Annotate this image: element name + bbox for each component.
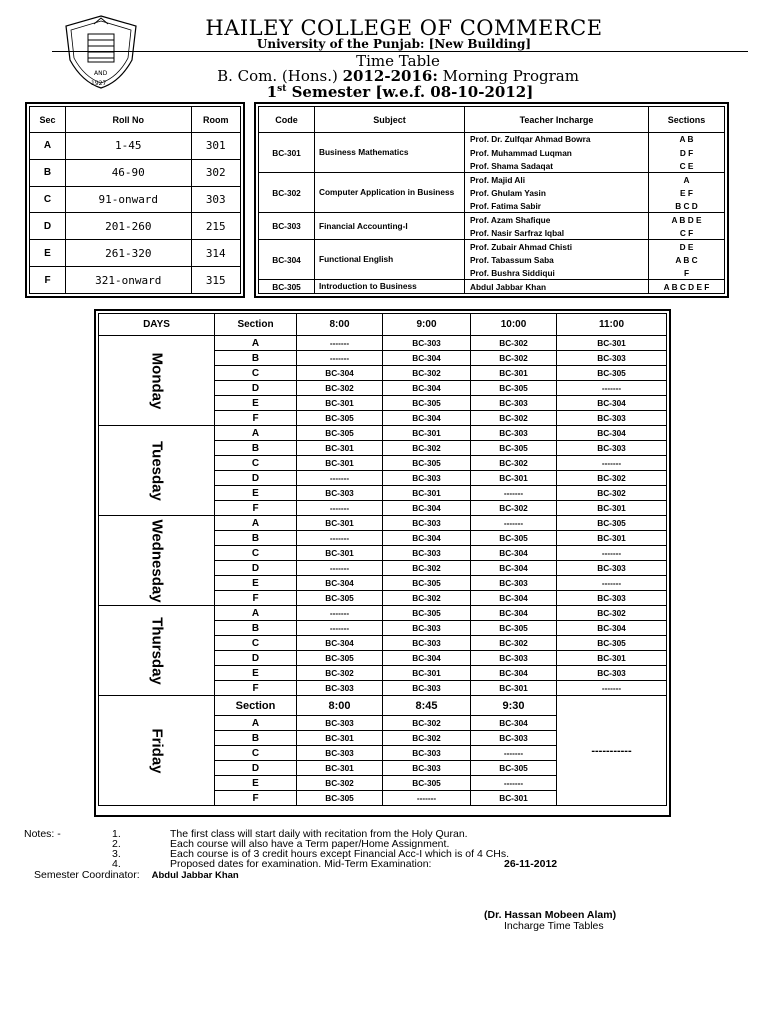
class-slot: BC-301 xyxy=(557,501,667,516)
friday-header-cell: 8:45 xyxy=(383,696,471,716)
timetable-frame xyxy=(94,309,671,817)
class-slot: BC-303 xyxy=(557,411,667,426)
note-text: Proposed dates for examination. Mid-Term Examination: xyxy=(170,858,432,870)
coordinator-label: Semester Coordinator: xyxy=(34,869,140,881)
class-slot: BC-304 xyxy=(471,546,557,561)
section-label: F xyxy=(215,411,297,426)
timetable-row xyxy=(99,516,667,531)
timetable-row xyxy=(99,606,667,621)
timetable-header-cell: 11:00 xyxy=(557,314,667,336)
class-slot: BC-302 xyxy=(471,336,557,351)
semester-coordinator xyxy=(34,869,239,881)
courses-table-frame xyxy=(254,102,729,298)
section-row xyxy=(30,267,241,294)
day-label xyxy=(99,696,215,806)
section-label: F xyxy=(215,791,297,806)
day-name: Wednesday xyxy=(148,518,165,603)
class-slot: BC-301 xyxy=(297,546,383,561)
note-number: 4. xyxy=(112,858,121,870)
class-slot: BC-302 xyxy=(383,561,471,576)
class-slot: ------- xyxy=(297,606,383,621)
class-slot: BC-302 xyxy=(557,471,667,486)
college-name: HAILEY COLLEGE OF COMMERCE xyxy=(205,16,603,40)
course-row xyxy=(259,240,725,253)
class-slot: BC-302 xyxy=(471,411,557,426)
section-label: C xyxy=(215,636,297,651)
class-slot: BC-303 xyxy=(383,681,471,696)
class-slot: BC-302 xyxy=(383,591,471,606)
note-number: 2. xyxy=(112,838,121,850)
class-slot: BC-301 xyxy=(471,791,557,806)
class-slot: BC-303 xyxy=(297,681,383,696)
section-label: B xyxy=(215,441,297,456)
day-label xyxy=(99,516,215,606)
class-slot: BC-302 xyxy=(297,666,383,681)
class-slot: BC-302 xyxy=(471,501,557,516)
class-slot: ------- xyxy=(297,471,383,486)
day-name: Monday xyxy=(148,352,165,409)
class-slot: BC-303 xyxy=(471,651,557,666)
class-slot: BC-303 xyxy=(383,761,471,776)
teacher-sections: A B xyxy=(649,133,725,146)
class-slot: BC-305 xyxy=(297,651,383,666)
class-slot: BC-303 xyxy=(557,561,667,576)
section-label: C xyxy=(215,546,297,561)
roll-range: 46-90 xyxy=(66,159,192,186)
class-slot: BC-305 xyxy=(383,576,471,591)
section-label: A xyxy=(215,516,297,531)
class-slot: BC-301 xyxy=(471,366,557,381)
class-slot: BC-305 xyxy=(471,621,557,636)
class-slot: BC-304 xyxy=(471,606,557,621)
class-slot: BC-302 xyxy=(383,716,471,731)
class-slot: BC-304 xyxy=(557,621,667,636)
section-label: E xyxy=(215,576,297,591)
class-slot: BC-302 xyxy=(383,731,471,746)
section-letter: B xyxy=(30,159,66,186)
section-label: E xyxy=(215,776,297,791)
room-number: 315 xyxy=(191,267,240,294)
section-label: B xyxy=(215,351,297,366)
class-slot: BC-301 xyxy=(557,531,667,546)
section-row xyxy=(30,133,241,160)
class-slot: BC-304 xyxy=(471,561,557,576)
semester-sup: st xyxy=(277,84,287,94)
teacher-name: Prof. Ghulam Yasin xyxy=(465,186,649,199)
roll-range: 91-onward xyxy=(66,186,192,213)
roll-range: 321-onward xyxy=(66,267,192,294)
courses-header-cell: Code xyxy=(259,107,315,133)
teacher-name: Prof. Zubair Ahmad Chisti xyxy=(465,240,649,253)
class-slot: BC-305 xyxy=(383,776,471,791)
note-number: 3. xyxy=(112,848,121,860)
program-suffix: Morning Program xyxy=(437,67,579,85)
class-slot: BC-304 xyxy=(471,666,557,681)
room-number: 314 xyxy=(191,240,240,267)
section-label: D xyxy=(215,561,297,576)
section-letter: E xyxy=(30,240,66,267)
class-slot: BC-302 xyxy=(383,441,471,456)
semester-line xyxy=(16,83,768,101)
day-label xyxy=(99,426,215,516)
notes-block xyxy=(20,829,760,869)
friday-header-cell: 8:00 xyxy=(297,696,383,716)
coordinator-name: Abdul Jabbar Khan xyxy=(151,870,239,881)
class-slot: ------- xyxy=(471,746,557,761)
teacher-sections: A B D E xyxy=(649,213,725,226)
note-number: 1. xyxy=(112,828,121,840)
day-label xyxy=(99,606,215,696)
class-slot: BC-301 xyxy=(471,681,557,696)
section-row xyxy=(30,159,241,186)
section-label: D xyxy=(215,761,297,776)
class-slot: BC-302 xyxy=(471,351,557,366)
roll-range: 201-260 xyxy=(66,213,192,240)
class-slot: ------- xyxy=(557,381,667,396)
teacher-sections: E F xyxy=(649,186,725,199)
class-slot: BC-304 xyxy=(383,411,471,426)
friday-header-row xyxy=(99,696,667,716)
class-slot: BC-303 xyxy=(471,731,557,746)
sections-table-frame xyxy=(25,102,245,298)
class-slot: BC-304 xyxy=(297,576,383,591)
class-slot: BC-303 xyxy=(383,546,471,561)
class-slot: BC-303 xyxy=(383,516,471,531)
course-code: BC-302 xyxy=(259,173,315,213)
course-row xyxy=(259,173,725,186)
section-label: E xyxy=(215,666,297,681)
class-slot: BC-303 xyxy=(557,666,667,681)
courses-table xyxy=(258,106,725,294)
course-subject: Computer Application in Business xyxy=(315,173,465,213)
courses-header-cell: Sections xyxy=(649,107,725,133)
class-slot: BC-301 xyxy=(297,396,383,411)
class-slot: ------- xyxy=(297,621,383,636)
class-slot: BC-301 xyxy=(383,486,471,501)
room-number: 302 xyxy=(191,159,240,186)
section-label: A xyxy=(215,336,297,351)
semester-rest: Semester [w.e.f. 08-10-2012] xyxy=(286,83,534,101)
course-subject: Business Mathematics xyxy=(315,133,465,173)
course-code: BC-304 xyxy=(259,240,315,280)
teacher-sections: A B C D E F xyxy=(649,280,725,294)
day-name: Friday xyxy=(148,727,165,774)
course-subject: Introduction to Business xyxy=(315,280,465,294)
class-slot: BC-303 xyxy=(471,396,557,411)
notes-label: Notes: - xyxy=(24,828,61,840)
timetable-header-cell: 8:00 xyxy=(297,314,383,336)
class-slot: ------- xyxy=(383,791,471,806)
section-label: D xyxy=(215,381,297,396)
class-slot: BC-301 xyxy=(297,456,383,471)
class-slot: BC-303 xyxy=(297,716,383,731)
class-slot: BC-304 xyxy=(557,396,667,411)
teacher-name: Prof. Tabassum Saba xyxy=(465,253,649,266)
class-slot: ------- xyxy=(557,456,667,471)
class-slot: BC-301 xyxy=(297,516,383,531)
class-slot: BC-304 xyxy=(557,426,667,441)
teacher-sections: A B C xyxy=(649,253,725,266)
sections-header-cell: Room xyxy=(191,107,240,133)
class-slot: ------- xyxy=(557,681,667,696)
timetable-header-cell: Section xyxy=(215,314,297,336)
section-label: C xyxy=(215,456,297,471)
class-slot: BC-301 xyxy=(557,336,667,351)
class-slot: BC-303 xyxy=(383,471,471,486)
section-label: E xyxy=(215,396,297,411)
teacher-name: Prof. Fatima Sabir xyxy=(465,200,649,213)
room-number: 303 xyxy=(191,186,240,213)
teacher-name: Prof. Nasir Sarfraz Iqbal xyxy=(465,226,649,239)
class-slot: BC-302 xyxy=(557,486,667,501)
course-code: BC-303 xyxy=(259,213,315,240)
note-text: Each course is of 3 credit hours except Financial Acc-I which is of 4 CHs. xyxy=(170,848,510,860)
class-slot: BC-305 xyxy=(297,426,383,441)
timetable-row xyxy=(99,336,667,351)
day-name: Thursday xyxy=(148,616,165,685)
class-slot: BC-303 xyxy=(297,746,383,761)
class-slot: BC-305 xyxy=(297,591,383,606)
teacher-sections: C E xyxy=(649,159,725,172)
class-slot: BC-305 xyxy=(557,636,667,651)
class-slot: BC-301 xyxy=(383,426,471,441)
class-slot: ------- xyxy=(297,351,383,366)
class-slot: BC-304 xyxy=(383,381,471,396)
class-slot: BC-304 xyxy=(383,501,471,516)
class-slot: BC-304 xyxy=(471,591,557,606)
class-slot: BC-303 xyxy=(557,351,667,366)
class-slot: BC-303 xyxy=(297,486,383,501)
class-slot: BC-301 xyxy=(297,731,383,746)
class-slot: BC-301 xyxy=(383,666,471,681)
timetable-header-cell: 9:00 xyxy=(383,314,471,336)
section-label: A xyxy=(215,426,297,441)
teacher-sections: D F xyxy=(649,146,725,159)
room-number: 215 xyxy=(191,213,240,240)
class-slot: BC-302 xyxy=(383,366,471,381)
friday-header-cell: Section xyxy=(215,696,297,716)
section-label: E xyxy=(215,486,297,501)
day-name: Tuesday xyxy=(148,440,165,501)
class-slot: ------- xyxy=(471,486,557,501)
roll-range: 261-320 xyxy=(66,240,192,267)
roll-range: 1-45 xyxy=(66,133,192,160)
class-slot: ------- xyxy=(297,501,383,516)
section-letter: D xyxy=(30,213,66,240)
section-row xyxy=(30,240,241,267)
class-slot: BC-303 xyxy=(383,621,471,636)
class-slot: BC-305 xyxy=(471,441,557,456)
class-slot: BC-305 xyxy=(383,396,471,411)
class-slot: BC-305 xyxy=(297,791,383,806)
teacher-sections: A xyxy=(649,173,725,186)
class-slot: ------- xyxy=(297,531,383,546)
class-slot: BC-303 xyxy=(557,591,667,606)
class-slot: BC-303 xyxy=(383,336,471,351)
section-label: B xyxy=(215,731,297,746)
teacher-sections: F xyxy=(649,267,725,280)
signatory-name: (Dr. Hassan Mobeen Alam) xyxy=(484,909,617,921)
class-slot: BC-303 xyxy=(557,441,667,456)
class-slot: ------- xyxy=(471,776,557,791)
class-slot: BC-305 xyxy=(383,456,471,471)
class-slot: BC-304 xyxy=(383,651,471,666)
sections-header-cell: Sec xyxy=(30,107,66,133)
section-label: F xyxy=(215,591,297,606)
class-slot: BC-302 xyxy=(557,606,667,621)
university-name: University of the Punjab: [New Building] xyxy=(256,37,532,51)
class-slot: BC-304 xyxy=(297,366,383,381)
course-row xyxy=(259,213,725,226)
friday-header-cell: 9:30 xyxy=(471,696,557,716)
note-text: The first class will start daily with recitation from the Holy Quran. xyxy=(170,828,468,840)
program-prefix: B. Com. (Hons.) xyxy=(217,67,343,85)
section-label: D xyxy=(215,651,297,666)
course-row xyxy=(259,280,725,294)
teacher-name: Prof. Muhammad Luqman xyxy=(465,146,649,159)
courses-header-cell: Subject xyxy=(315,107,465,133)
section-letter: A xyxy=(30,133,66,160)
section-label: B xyxy=(215,531,297,546)
class-slot: BC-303 xyxy=(471,576,557,591)
section-label: A xyxy=(215,606,297,621)
course-subject: Financial Accounting-I xyxy=(315,213,465,240)
class-slot: BC-303 xyxy=(471,426,557,441)
timetable-row xyxy=(99,426,667,441)
timetable-header-cell: 10:00 xyxy=(471,314,557,336)
note-text: Each course will also have a Term paper/Home Assignment. xyxy=(170,838,450,850)
class-slot: BC-301 xyxy=(297,761,383,776)
teacher-sections: D E xyxy=(649,240,725,253)
section-label: C xyxy=(215,366,297,381)
teacher-sections: C F xyxy=(649,226,725,239)
class-slot: BC-302 xyxy=(297,776,383,791)
class-slot: BC-301 xyxy=(557,651,667,666)
section-label: D xyxy=(215,471,297,486)
class-slot: BC-305 xyxy=(471,761,557,776)
section-label: F xyxy=(215,501,297,516)
class-slot: BC-305 xyxy=(557,366,667,381)
class-slot: BC-305 xyxy=(471,381,557,396)
class-slot: BC-304 xyxy=(471,716,557,731)
class-slot: BC-304 xyxy=(297,636,383,651)
teacher-name: Prof. Shama Sadaqat xyxy=(465,159,649,172)
midterm-date: 26-11-2012 xyxy=(504,858,558,870)
teacher-name: Prof. Majid Ali xyxy=(465,173,649,186)
class-slot: BC-302 xyxy=(471,456,557,471)
class-slot: ------- xyxy=(557,546,667,561)
class-slot: ------- xyxy=(297,561,383,576)
class-slot: BC-305 xyxy=(471,531,557,546)
teacher-name: Prof. Bushra Siddiqui xyxy=(465,267,649,280)
section-letter: C xyxy=(30,186,66,213)
class-slot: BC-302 xyxy=(297,381,383,396)
course-row xyxy=(259,133,725,146)
signatory-title: Incharge Time Tables xyxy=(504,920,604,932)
teacher-name: Abdul Jabbar Khan xyxy=(465,280,649,294)
class-slot: ------- xyxy=(297,336,383,351)
course-code: BC-301 xyxy=(259,133,315,173)
teacher-sections: B C D xyxy=(649,200,725,213)
crest-motto: AND xyxy=(94,70,108,77)
timetable xyxy=(98,313,667,806)
class-slot: BC-303 xyxy=(383,636,471,651)
teacher-name: Prof. Azam Shafique xyxy=(465,213,649,226)
class-slot: BC-304 xyxy=(383,351,471,366)
class-slot: ------- xyxy=(557,576,667,591)
class-slot: BC-303 xyxy=(383,746,471,761)
class-slot: ------- xyxy=(471,516,557,531)
doc-title: Time Table xyxy=(356,52,440,70)
section-label: F xyxy=(215,681,297,696)
section-letter: F xyxy=(30,267,66,294)
class-slot: BC-305 xyxy=(383,606,471,621)
sections-table xyxy=(29,106,241,294)
course-subject: Functional English xyxy=(315,240,465,280)
friday-merged-cell: ----------- xyxy=(557,696,667,806)
section-row xyxy=(30,213,241,240)
semester-num: 1 xyxy=(266,83,278,101)
program-years: 2012-2016: xyxy=(342,67,438,85)
class-slot: BC-305 xyxy=(557,516,667,531)
course-code: BC-305 xyxy=(259,280,315,294)
class-slot: BC-305 xyxy=(297,411,383,426)
courses-header-cell: Teacher Incharge xyxy=(465,107,649,133)
section-label: B xyxy=(215,621,297,636)
room-number: 301 xyxy=(191,133,240,160)
timetable-header-cell: DAYS xyxy=(99,314,215,336)
class-slot: BC-301 xyxy=(471,471,557,486)
section-label: A xyxy=(215,716,297,731)
crest-year: 1927 xyxy=(91,80,107,87)
sections-header-cell: Roll No xyxy=(66,107,192,133)
section-label: C xyxy=(215,746,297,761)
class-slot: BC-304 xyxy=(383,531,471,546)
class-slot: BC-302 xyxy=(471,636,557,651)
section-row xyxy=(30,186,241,213)
class-slot: BC-301 xyxy=(297,441,383,456)
day-label xyxy=(99,336,215,426)
teacher-name: Prof. Dr. Zulfqar Ahmad Bowra xyxy=(465,133,649,146)
